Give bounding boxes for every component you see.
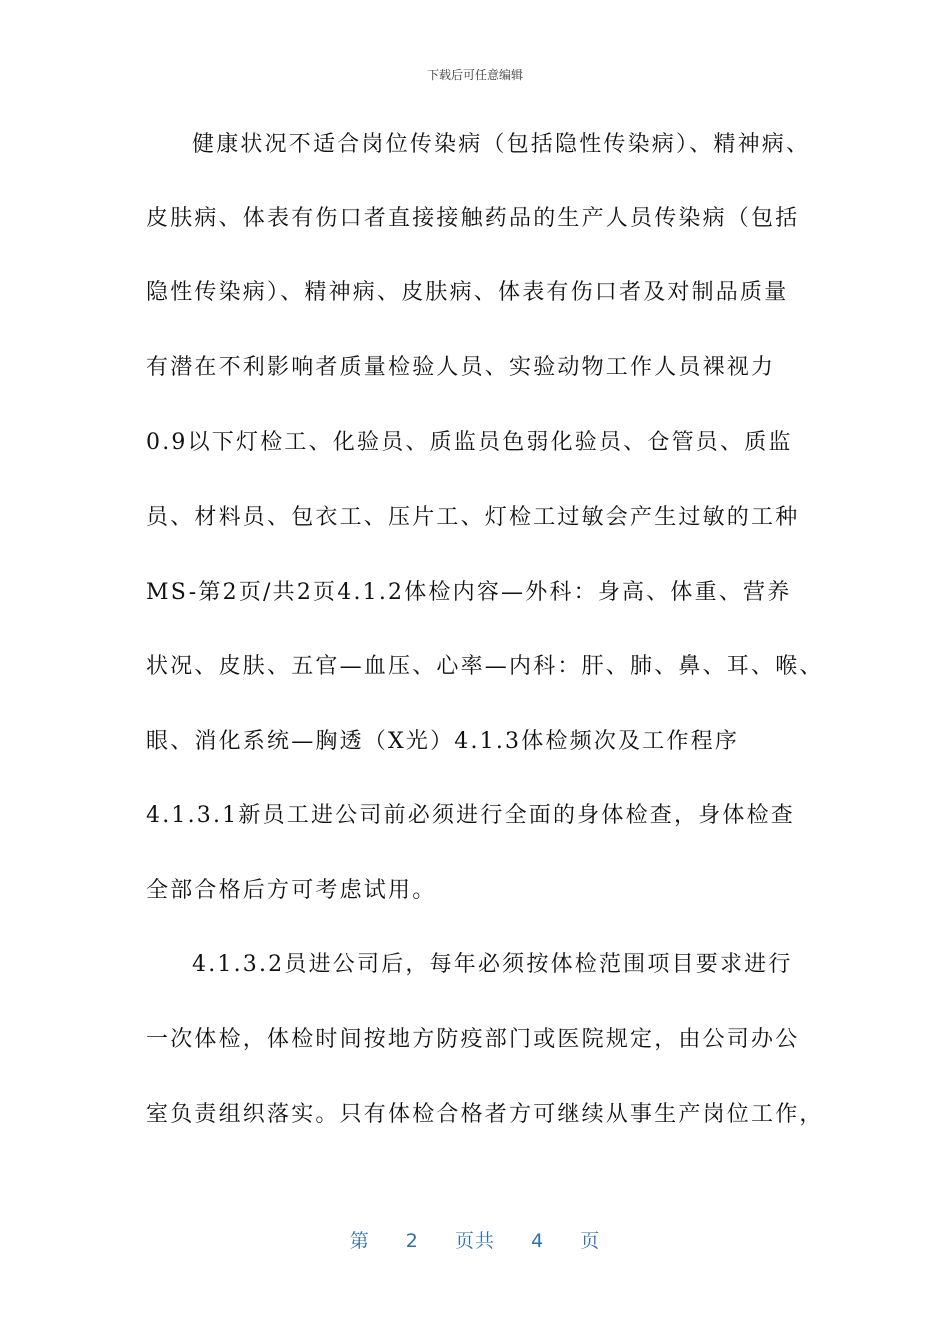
body-line: 状况、皮肤、五官—血压、心率—内科：肝、肺、鼻、耳、喉、 [146,654,824,679]
body-line: 员、材料员、包衣工、压片工、灯检工过敏会产生过敏的工种 [146,505,800,530]
body-line: 一次体检，体检时间按地方防疫部门或医院规定，由公司办公 [146,1027,800,1052]
footer-middle: 页共 [454,1230,495,1252]
body-line: 0.9以下灯检工、化验员、质监员色弱化验员、仓管员、质监 [146,430,793,455]
page-footer [0,1226,950,1253]
body-line: 眼、消化系统—胸透（X光）4.1.3体检频次及工作程序 [146,729,740,754]
body-line: 健康状况不适合岗位传染病（包括隐性传染病）、精神病、 [192,132,811,157]
footer-total-pages: 4 [531,1230,545,1252]
body-line: 皮肤病、体表有伤口者直接接触药品的生产人员传染病（包括 [146,206,800,231]
footer-prefix: 第 [349,1230,370,1252]
body-line: MS-第2页/共2页4.1.2体检内容—外科：身高、体重、营养 [146,580,792,605]
body-line: 4.1.3.2员进公司后，每年必须按体检范围项目要求进行 [192,952,793,977]
footer-page-number: 2 [405,1230,419,1252]
header-note: 下载后可任意编辑 [426,68,523,82]
body-line: 4.1.3.1新员工进公司前必须进行全面的身体检查，身体检查 [146,803,795,828]
body-line: 隐性传染病）、精神病、皮肤病、体表有伤口者及对制品质量 [146,280,789,305]
body-line: 全部合格后方可考虑试用。 [146,878,437,903]
body-line: 有潜在不利影响者质量检验人员、实验动物工作人员裸视力 [146,355,776,380]
body-line: 室负责组织落实。只有体检合格者方可继续从事生产岗位工作， [146,1102,824,1127]
footer-suffix: 页 [580,1230,601,1252]
